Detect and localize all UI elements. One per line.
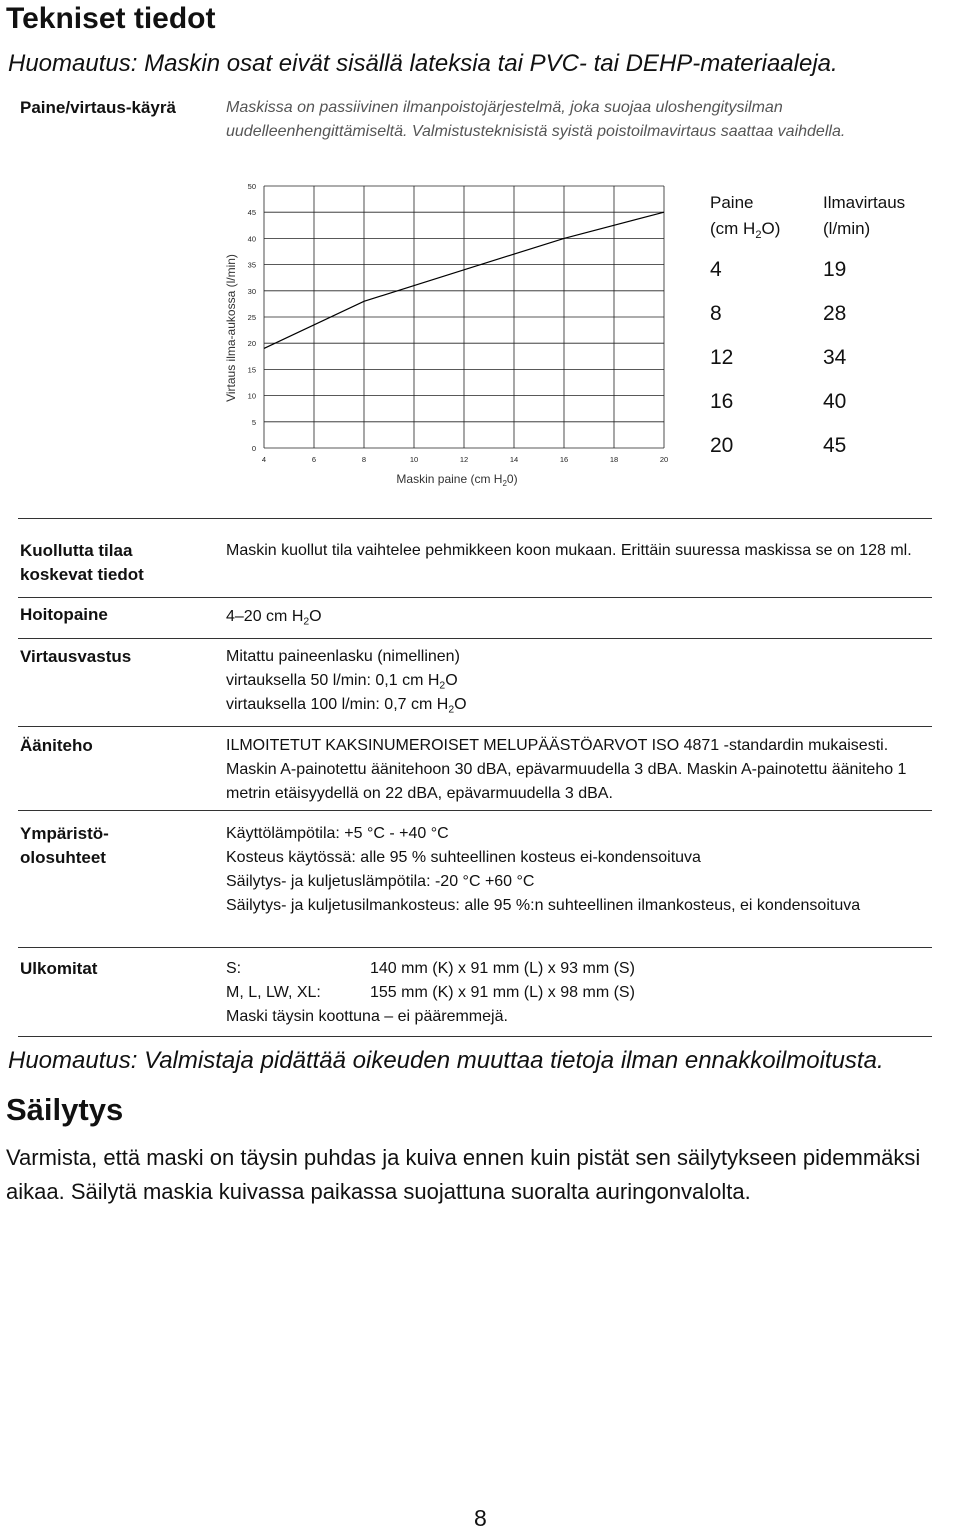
y-tick-label: 10 — [247, 391, 256, 401]
x-tick-label: 20 — [659, 455, 669, 464]
table-row: 20 — [710, 434, 734, 457]
note-text: Maskin osat eivät sisällä lateksia tai PVC- tai DEHP-materiaaleja. — [144, 50, 838, 77]
dimensions-size-m-l: M, L, LW, XL: — [226, 984, 321, 1001]
chart-x-label: Maskin paine (cm $H_20$) — [396, 472, 518, 488]
table-row: 4 — [710, 258, 722, 281]
x-tick-label: 14 — [509, 455, 519, 464]
y-tick-label: 5 — [251, 417, 256, 427]
y-tick-label: 40 — [247, 234, 256, 244]
y-tick-label: 50 — [247, 182, 256, 191]
x-tick-label: 16 — [559, 455, 569, 464]
divider — [18, 947, 932, 948]
chart-y-label: Virtaus ilma-aukossa (l/min) — [224, 254, 238, 402]
table-row: 45 — [823, 434, 847, 457]
pressure-flow-table — [710, 190, 930, 470]
therapy-pressure-label: Hoitopaine — [20, 605, 108, 624]
sound-value: ILMOITETUT KAKSINUMEROISET MELUPÄÄSTÖARVOT ISO 4871 -standardin mukaisesti. Maskin A-painotettu äänitehoon 30 dBA, epävarmuudella 3 dBA. Maskin A-painotettu ääniteho 1 metrin etäisyydellä on 22 dBA, epävarmuudella 3 dBA. — [226, 737, 907, 802]
y-tick-label: 30 — [247, 286, 256, 296]
x-tick-label: 12 — [459, 455, 469, 464]
note-text: Valmistaja pidättää oikeuden muuttaa tietoja ilman ennakkoilmoitusta. — [144, 1047, 884, 1074]
dimensions-note: Maski täysin koottuna – ei pääremmejä. — [226, 1008, 508, 1025]
y-tick-label: 25 — [247, 313, 256, 322]
y-tick-label: 0 — [251, 444, 256, 453]
y-tick-label: 45 — [247, 208, 256, 218]
x-tick-label: 6 — [311, 455, 317, 464]
flow-curve-intro: Maskissa on passiivinen ilmanpoistojärjestelmä, joka suojaa uloshengitysilman uudelleenhengittämiseltä. Valmistusteknisistä syistä poistoilmavirtaus saattaa vaihdella. — [226, 99, 846, 140]
top-note — [8, 50, 838, 78]
flow-curve-label: Paine/virtaus-käyrä — [20, 98, 176, 117]
storage-text: Varmista, että maski on täysin puhdas ja kuiva ennen kuin pistät sen säilytykseen pidemmäksi aikaa. Säilytä maskia kuivassa paikassa suojattuna suoralta auringonvalolta. — [6, 1145, 921, 1204]
page-number: 8 — [474, 1505, 487, 1531]
divider — [18, 518, 932, 519]
note-lead: Huomautus: — [8, 50, 138, 77]
x-tick-label: 18 — [609, 455, 619, 464]
x-tick-label: 4 — [261, 455, 267, 464]
dimensions-value-m-l: 155 mm (K) x 91 mm (L) x 98 mm (S) — [370, 984, 635, 1001]
chart-x-ticks — [262, 455, 668, 464]
note-lead: Huomautus: — [8, 1047, 138, 1074]
divider — [18, 726, 932, 727]
table-row: 8 — [710, 302, 722, 325]
y-tick-label: 35 — [247, 260, 256, 270]
chart-y-ticks — [248, 182, 256, 453]
divider — [18, 810, 932, 811]
table-row: 28 — [823, 302, 847, 325]
dimensions-label: Ulkomitat — [20, 959, 98, 978]
divider — [18, 597, 932, 598]
x-tick-label: 8 — [361, 455, 367, 464]
sound-label: Ääniteho — [20, 736, 93, 755]
storage-title: Säilytys — [6, 1092, 124, 1127]
divider — [18, 1036, 932, 1037]
y-tick-label: 15 — [247, 365, 256, 375]
table-row: 16 — [710, 390, 734, 413]
flow-chart — [218, 180, 688, 495]
resistance-value: Mitattu paineenlasku (nimellinen) virtauksella 50 l/min: 0,1 cm $H_2O$ virtauksella 100 l/min: 0,7 cm $H_2O$ — [226, 648, 467, 716]
chart-grid — [264, 186, 664, 448]
table-row: 19 — [823, 258, 847, 281]
environment-value: Käyttölämpötila: +5 °C - +40 °C Kosteus käytössä: alle 95 % suhteellinen kosteus ei-kondensoituva Säilytys- ja kuljetuslämpötila: -20 °C +60 °C Säilytys- ja kuljetusilmankosteus: alle 95 %:n suhteellinen ilmankosteus, ei kondensoituva — [226, 825, 861, 914]
table-row: 40 — [823, 390, 847, 413]
table-col2-header: Ilmavirtaus (l/min) — [823, 193, 906, 238]
table-row: 34 — [823, 346, 847, 369]
table-col1-header: Paine (cm $H_2O$) — [710, 193, 781, 241]
dimensions-size-s: S: — [226, 960, 242, 977]
table-row: 12 — [710, 346, 734, 369]
x-tick-label: 10 — [409, 455, 419, 464]
y-tick-label: 20 — [247, 339, 256, 349]
bottom-note — [8, 1047, 884, 1075]
divider — [18, 638, 932, 639]
dead-space-value: Maskin kuollut tila vaihtelee pehmikkeen koon mukaan. Erittäin suuressa maskissa se on 128 ml. — [226, 542, 912, 559]
dimensions-value-s: 140 mm (K) x 91 mm (L) x 93 mm (S) — [370, 960, 635, 977]
resistance-label: Virtausvastus — [20, 647, 132, 666]
environment-label: Ympäristö- olosuhteet — [20, 824, 109, 867]
page-title: Tekniset tiedot — [6, 2, 216, 35]
therapy-pressure-value: 4–20 cm $H_2O$ — [226, 608, 322, 628]
dead-space-label: Kuollutta tilaa koskevat tiedot — [20, 541, 144, 584]
